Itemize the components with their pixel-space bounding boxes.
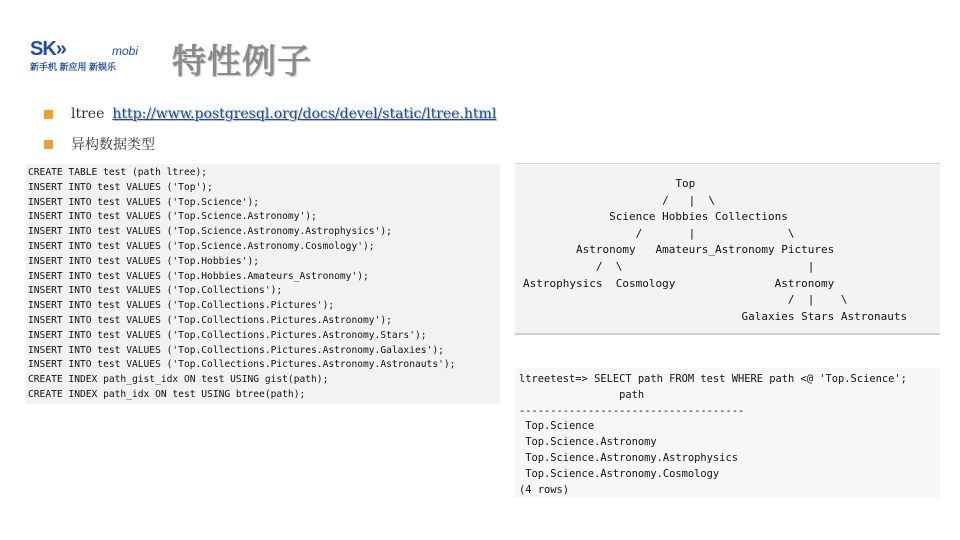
company-logo [30, 38, 150, 74]
tree-diagram-panel [515, 163, 940, 335]
query-output-block: ltreetest=> SELECT path FROM test WHERE path <@ 'Top.Science'; path ------------------------------------ Top.Science Top.Science.Astronomy Top.Science.Astronomy.Astrophysics Top.Science.Astronomy.Cosmology (4 rows) [515, 368, 940, 498]
tree-diagram: Top / | \ Science Hobbies Collections / | \ Astronomy Amateurs_Astronomy Pictures / \ | Astrophysics Cosmology Astronomy / | \ Galaxies Stars Astronauts [523, 177, 908, 323]
ltree-docs-link[interactable]: http://www.postgresql.org/docs/devel/static/ltree.html [112, 106, 497, 122]
bullet-label: ltree [71, 106, 105, 122]
logo-brand: SK [30, 38, 56, 60]
logo-chevrons-icon: » [55, 38, 66, 60]
logo-suffix: mobi [112, 44, 139, 58]
slide-title: 特性例子 [172, 42, 312, 82]
bullet-square-icon [44, 140, 53, 149]
bullet-label: 异构数据类型 [71, 137, 155, 153]
bullet-ltree [44, 104, 496, 124]
bullet-square-icon [44, 110, 53, 119]
sql-code-block: CREATE TABLE test (path ltree); INSERT INTO test VALUES ('Top'); INSERT INTO test VALUES ('Top.Science'); INSERT INTO test VALUES ('Top.Science.Astronomy'); INSERT INTO test VALUES ('Top.Science.Astronomy.Astrophysics'); INSERT INTO test VALUES ('Top.Science.Astronomy.Cosmology'); INSERT INTO test VALUES ('Top.Hobbies'); INSERT INTO test VALUES ('Top.Hobbies.Amateurs_Astronomy'); INSERT INTO test VALUES ('Top.Collections'); INSERT INTO test VALUES ('Top.Collections.Pictures'); INSERT INTO test VALUES ('Top.Collections.Pictures.Astronomy'); INSERT INTO test VALUES ('Top.Collections.Pictures.Astronomy.Stars'); INSERT INTO test VALUES ('Top.Collections.Pictures.Astronomy.Galaxies'); INSERT INTO test VALUES ('Top.Collections.Pictures.Astronomy.Astronauts'); CREATE INDEX path_gist_idx ON test USING gist(path); CREATE INDEX path_idx ON test USING btree(path); [26, 164, 500, 404]
bullet-heterogeneous-types [44, 134, 155, 154]
logo-tagline: 新手机 新应用 新娱乐 [30, 62, 117, 72]
